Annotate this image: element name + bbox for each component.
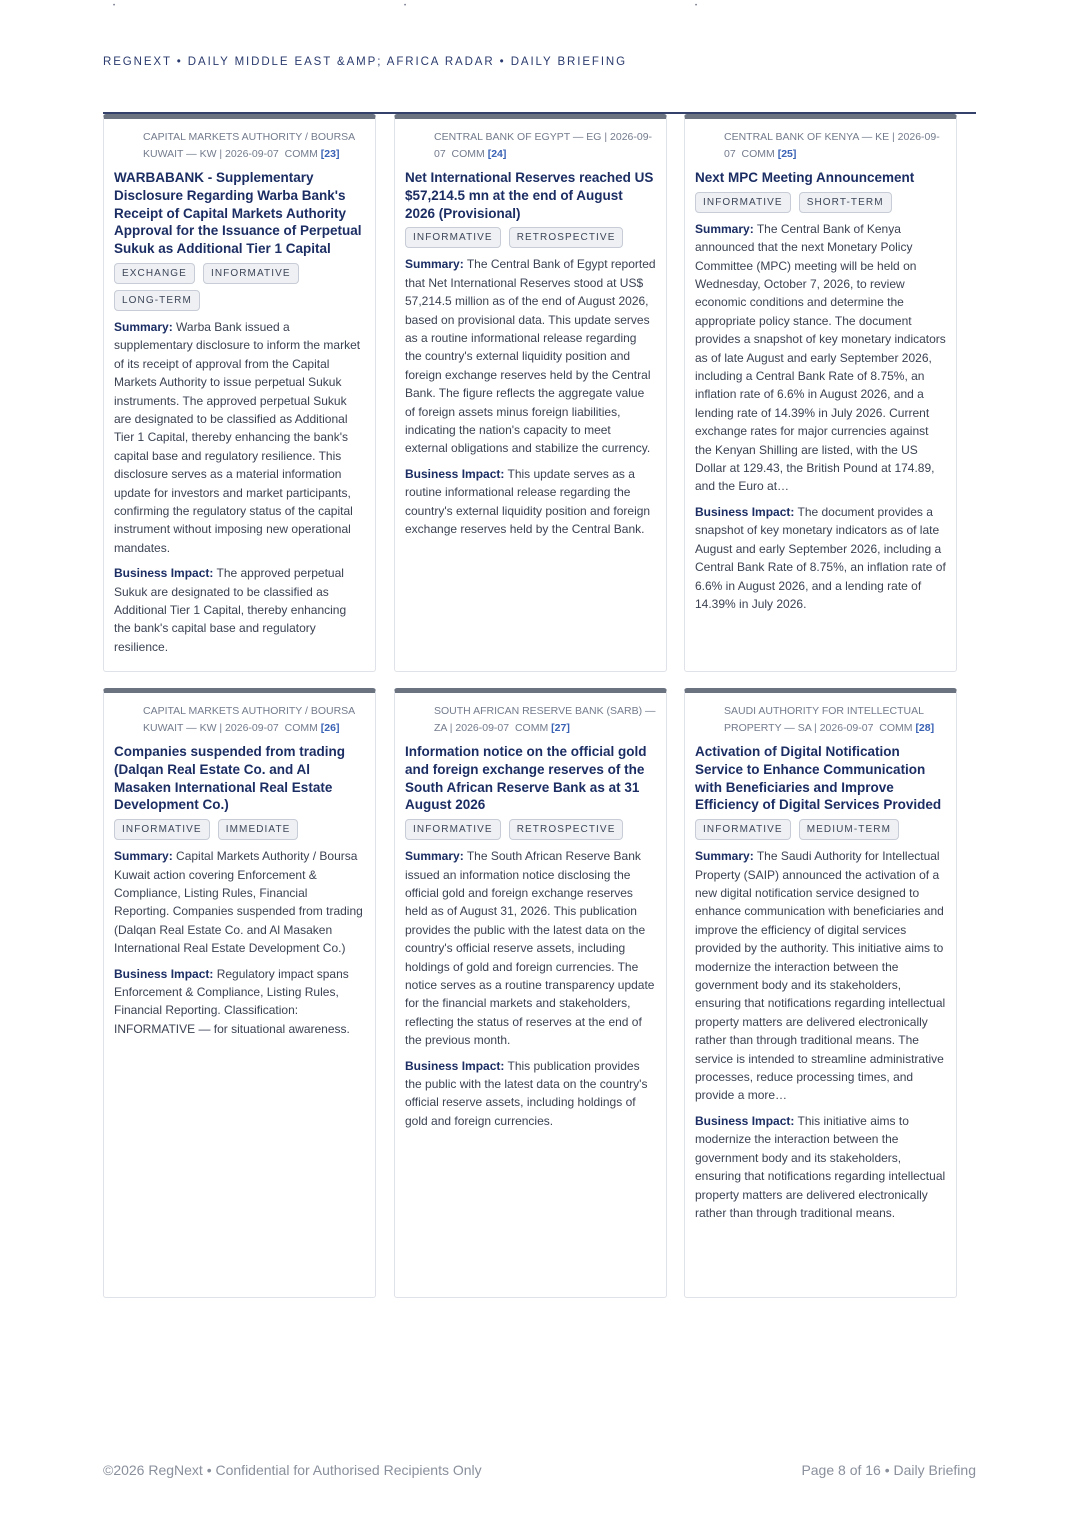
impact-text: This initiative aims to modernize the interaction between the government body and its stakeholders, ensuring that notifications regarding intellectual property matters are delivered electronically rather than through traditional means. [695, 1113, 946, 1220]
card-meta [695, 703, 946, 737]
footer-copyright: ©2026 RegNext • Confidential for Authorised Recipients Only [103, 1462, 482, 1478]
impact-paragraph [405, 465, 656, 539]
comm-label: COMM [879, 722, 913, 734]
tag: MEDIUM-TERM [799, 819, 899, 840]
card-meta [405, 129, 656, 163]
tag: IMMEDIATE [218, 819, 299, 840]
reference-link[interactable]: [25] [777, 148, 797, 160]
card-source: CENTRAL BANK OF EGYPT — EG | 2026-09-07 [434, 131, 653, 160]
summary-text: The South African Reserve Bank issued an information notice disclosing the official gold and foreign exchange reserves held as of August 31, 2026. This publication provides the public with the latest data on the country's official reserve assets, including holdings of gold and foreign currencies. The notice serves as a routine transparency update for the financial markets and stakeholders, reflecting the status of reserves at the end of the previous month. [405, 849, 655, 1048]
card-title[interactable]: Net International Reserves reached US $57,214.5 mn at the end of August 2026 (Provisional) [405, 170, 654, 221]
tag: INFORMATIVE [695, 192, 791, 213]
running-header: REGNEXT • DAILY MIDDLE EAST &AMP; AFRICA RADAR • DAILY BRIEFING [103, 56, 627, 68]
tag-list [114, 263, 365, 311]
tag: INFORMATIVE [405, 819, 501, 840]
briefing-card [103, 114, 376, 672]
summary-label: Summary: [114, 849, 173, 864]
summary-text: The Central Bank of Egypt reported that Net International Reserves stood at US$ 57,214.5 million as of the end of August 2026, based on provisional data. This update serves as a routine informational release regarding the country's external liquidity position and foreign exchange reserves held by the Central Bank. The figure reflects the aggregate value of foreign assets minus foreign liabilities, indicating the nation's capacity to meet external obligations and stabilize the currency. [405, 257, 656, 456]
reference-link[interactable]: [23] [320, 148, 340, 160]
card-title[interactable]: Information notice on the official gold and foreign exchange reserves of the South African Reserve Bank as at 31 August 2026 [405, 744, 647, 813]
comm-label: COMM [284, 148, 318, 160]
tag-list [695, 192, 946, 213]
tag: INFORMATIVE [114, 819, 210, 840]
summary-paragraph [405, 255, 656, 457]
impact-label: Business Impact: [695, 1113, 795, 1128]
tag: SHORT-TERM [799, 192, 892, 213]
top-edge-marks: • • • [113, 3, 698, 9]
briefing-card [684, 688, 957, 1298]
summary-text: The Central Bank of Kenya announced that the next Monetary Policy Committee (MPC) meeting will be held on Wednesday, October 7, 2026, to review economic conditions and determine the appropriate policy stance. The document provides a snapshot of key monetary indicators as of late August and early September 2026, including a Central Bank Rate of 8.75%, an inflation rate of 6.6% in August 2026, and a lending rate of 14.39% in July 2026. Current exchange rates for major currencies against the Kenyan Shilling are listed, with the US Dollar at 129.43, the British Pound at 174.89, and the Euro at… [695, 221, 946, 494]
summary-text: Warba Bank issued a supplementary disclosure to inform the market of its receipt of approval from the Capital Markets Authority to issue perpetual Sukuk instruments. The approved perpetual Sukuk are designated to be classified as Additional Tier 1 Capital, thereby enhancing the bank's capital base and regulatory resilience. This disclosure serves as a material information update for investors and market participants, confirming the regulatory status of the capital instrument without imposing new operational mandates. [114, 319, 361, 555]
tag-list [114, 819, 365, 840]
impact-label: Business Impact: [114, 566, 214, 581]
tag: INFORMATIVE [405, 227, 501, 248]
card-source: SOUTH AFRICAN RESERVE BANK (SARB) — ZA | 2026-09-07 [434, 705, 656, 734]
card-source: CENTRAL BANK OF KENYA — KE | 2026-09-07 [724, 131, 940, 160]
summary-label: Summary: [405, 257, 464, 272]
reference-link[interactable]: [27] [551, 722, 570, 734]
reference-link[interactable]: [26] [320, 722, 340, 734]
comm-label: COMM [451, 148, 485, 160]
summary-label: Summary: [695, 849, 754, 864]
briefing-card [394, 688, 667, 1298]
card-meta [405, 703, 656, 737]
summary-paragraph [114, 318, 365, 557]
tag: EXCHANGE [114, 263, 195, 284]
card-meta [114, 129, 365, 163]
summary-paragraph [114, 847, 365, 957]
reference-link[interactable]: [28] [915, 722, 935, 734]
card-meta [695, 129, 946, 163]
summary-paragraph [695, 847, 946, 1105]
comm-label: COMM [514, 722, 549, 734]
impact-text: Regulatory impact spans Enforcement & Compliance, Listing Rules, Financial Reporting. Classification: INFORMATIVE — for situational awareness. [114, 966, 350, 1036]
tag: RETROSPECTIVE [509, 227, 624, 248]
impact-label: Business Impact: [405, 1058, 505, 1073]
tag-list [405, 819, 656, 840]
footer-page-number: Page 8 of 16 • Daily Briefing [801, 1462, 976, 1478]
impact-label: Business Impact: [695, 504, 795, 519]
impact-paragraph [695, 503, 946, 613]
impact-paragraph [114, 564, 365, 656]
impact-label: Business Impact: [114, 966, 214, 981]
card-source: CAPITAL MARKETS AUTHORITY / BOURSA KUWAIT — KW | 2026-09-07 [143, 131, 355, 160]
impact-paragraph [695, 1112, 946, 1222]
impact-text: This update serves as a routine informational release regarding the country's external liquidity position and foreign exchange reserves held by the Central Bank. [405, 466, 651, 537]
reference-link[interactable]: [24] [487, 148, 507, 160]
summary-text: Capital Markets Authority / Boursa Kuwait action covering Enforcement & Compliance, Listing Rules, Financial Reporting. Companies suspended from trading (Dalqan Real Estate Co. and Al Masaken International Real Estate Development Co.) [114, 849, 363, 956]
impact-text: The approved perpetual Sukuk are designated to be classified as Additional Tier 1 Capital, thereby enhancing the bank's capital base and regulatory resilience. [114, 566, 347, 654]
card-title[interactable]: WARBABANK - Supplementary Disclosure Regarding Warba Bank's Receipt of Capital Markets Authority Approval for the Issuance of Perpetual Sukuk as Additional Tier 1 Capital [114, 170, 362, 257]
card-source: CAPITAL MARKETS AUTHORITY / BOURSA KUWAIT — KW | 2026-09-07 [143, 705, 355, 734]
tag: RETROSPECTIVE [509, 819, 624, 840]
summary-label: Summary: [695, 221, 754, 236]
impact-text: The document provides a snapshot of key monetary indicators as of late August and early September 2026, including a Central Bank Rate of 8.75%, an inflation rate of 6.6% in August 2026, and a lending rate of 14.39% in July 2026. [695, 504, 946, 611]
card-title[interactable]: Next MPC Meeting Announcement [695, 170, 915, 185]
briefing-card [394, 114, 667, 672]
impact-paragraph [114, 965, 365, 1039]
summary-text: The Saudi Authority for Intellectual Property (SAIP) announced the activation of a new digital notification service designed to enhance communication with beneficiaries and improve the efficiency of digital services provided by the authority. This initiative aims to modernize the interaction between the government body and its stakeholders, ensuring that notifications regarding intellectual property matters are delivered electronically rather than through traditional means. The service is intended to streamline administrative processes, reduce processing times, and provide a more… [695, 849, 946, 1103]
briefing-card [684, 114, 957, 672]
summary-label: Summary: [405, 849, 464, 864]
summary-paragraph [405, 847, 656, 1049]
summary-label: Summary: [114, 319, 173, 334]
tag-list [405, 227, 656, 248]
briefing-card [103, 688, 376, 1298]
comm-label: COMM [741, 148, 775, 160]
comm-label: COMM [284, 722, 318, 734]
summary-paragraph [695, 220, 946, 496]
impact-text: This publication provides the public with the latest data on the country's official reserve assets, including holdings of gold and foreign currencies. [405, 1058, 648, 1128]
card-source: SAUDI AUTHORITY FOR INTELLECTUAL PROPERTY — SA | 2026-09-07 [724, 705, 924, 734]
tag: LONG-TERM [114, 290, 200, 311]
card-meta [114, 703, 365, 737]
tag: INFORMATIVE [203, 263, 299, 284]
tag: INFORMATIVE [695, 819, 791, 840]
impact-paragraph [405, 1057, 656, 1131]
card-title[interactable]: Activation of Digital Notification Service to Enhance Communication with Beneficiaries and Improve Efficiency of Digital Services Provided [695, 744, 942, 813]
impact-label: Business Impact: [405, 466, 505, 481]
tag-list [695, 819, 946, 840]
card-title[interactable]: Companies suspended from trading (Dalqan Real Estate Co. and Al Masaken International Real Estate Development Co.) [114, 744, 346, 813]
